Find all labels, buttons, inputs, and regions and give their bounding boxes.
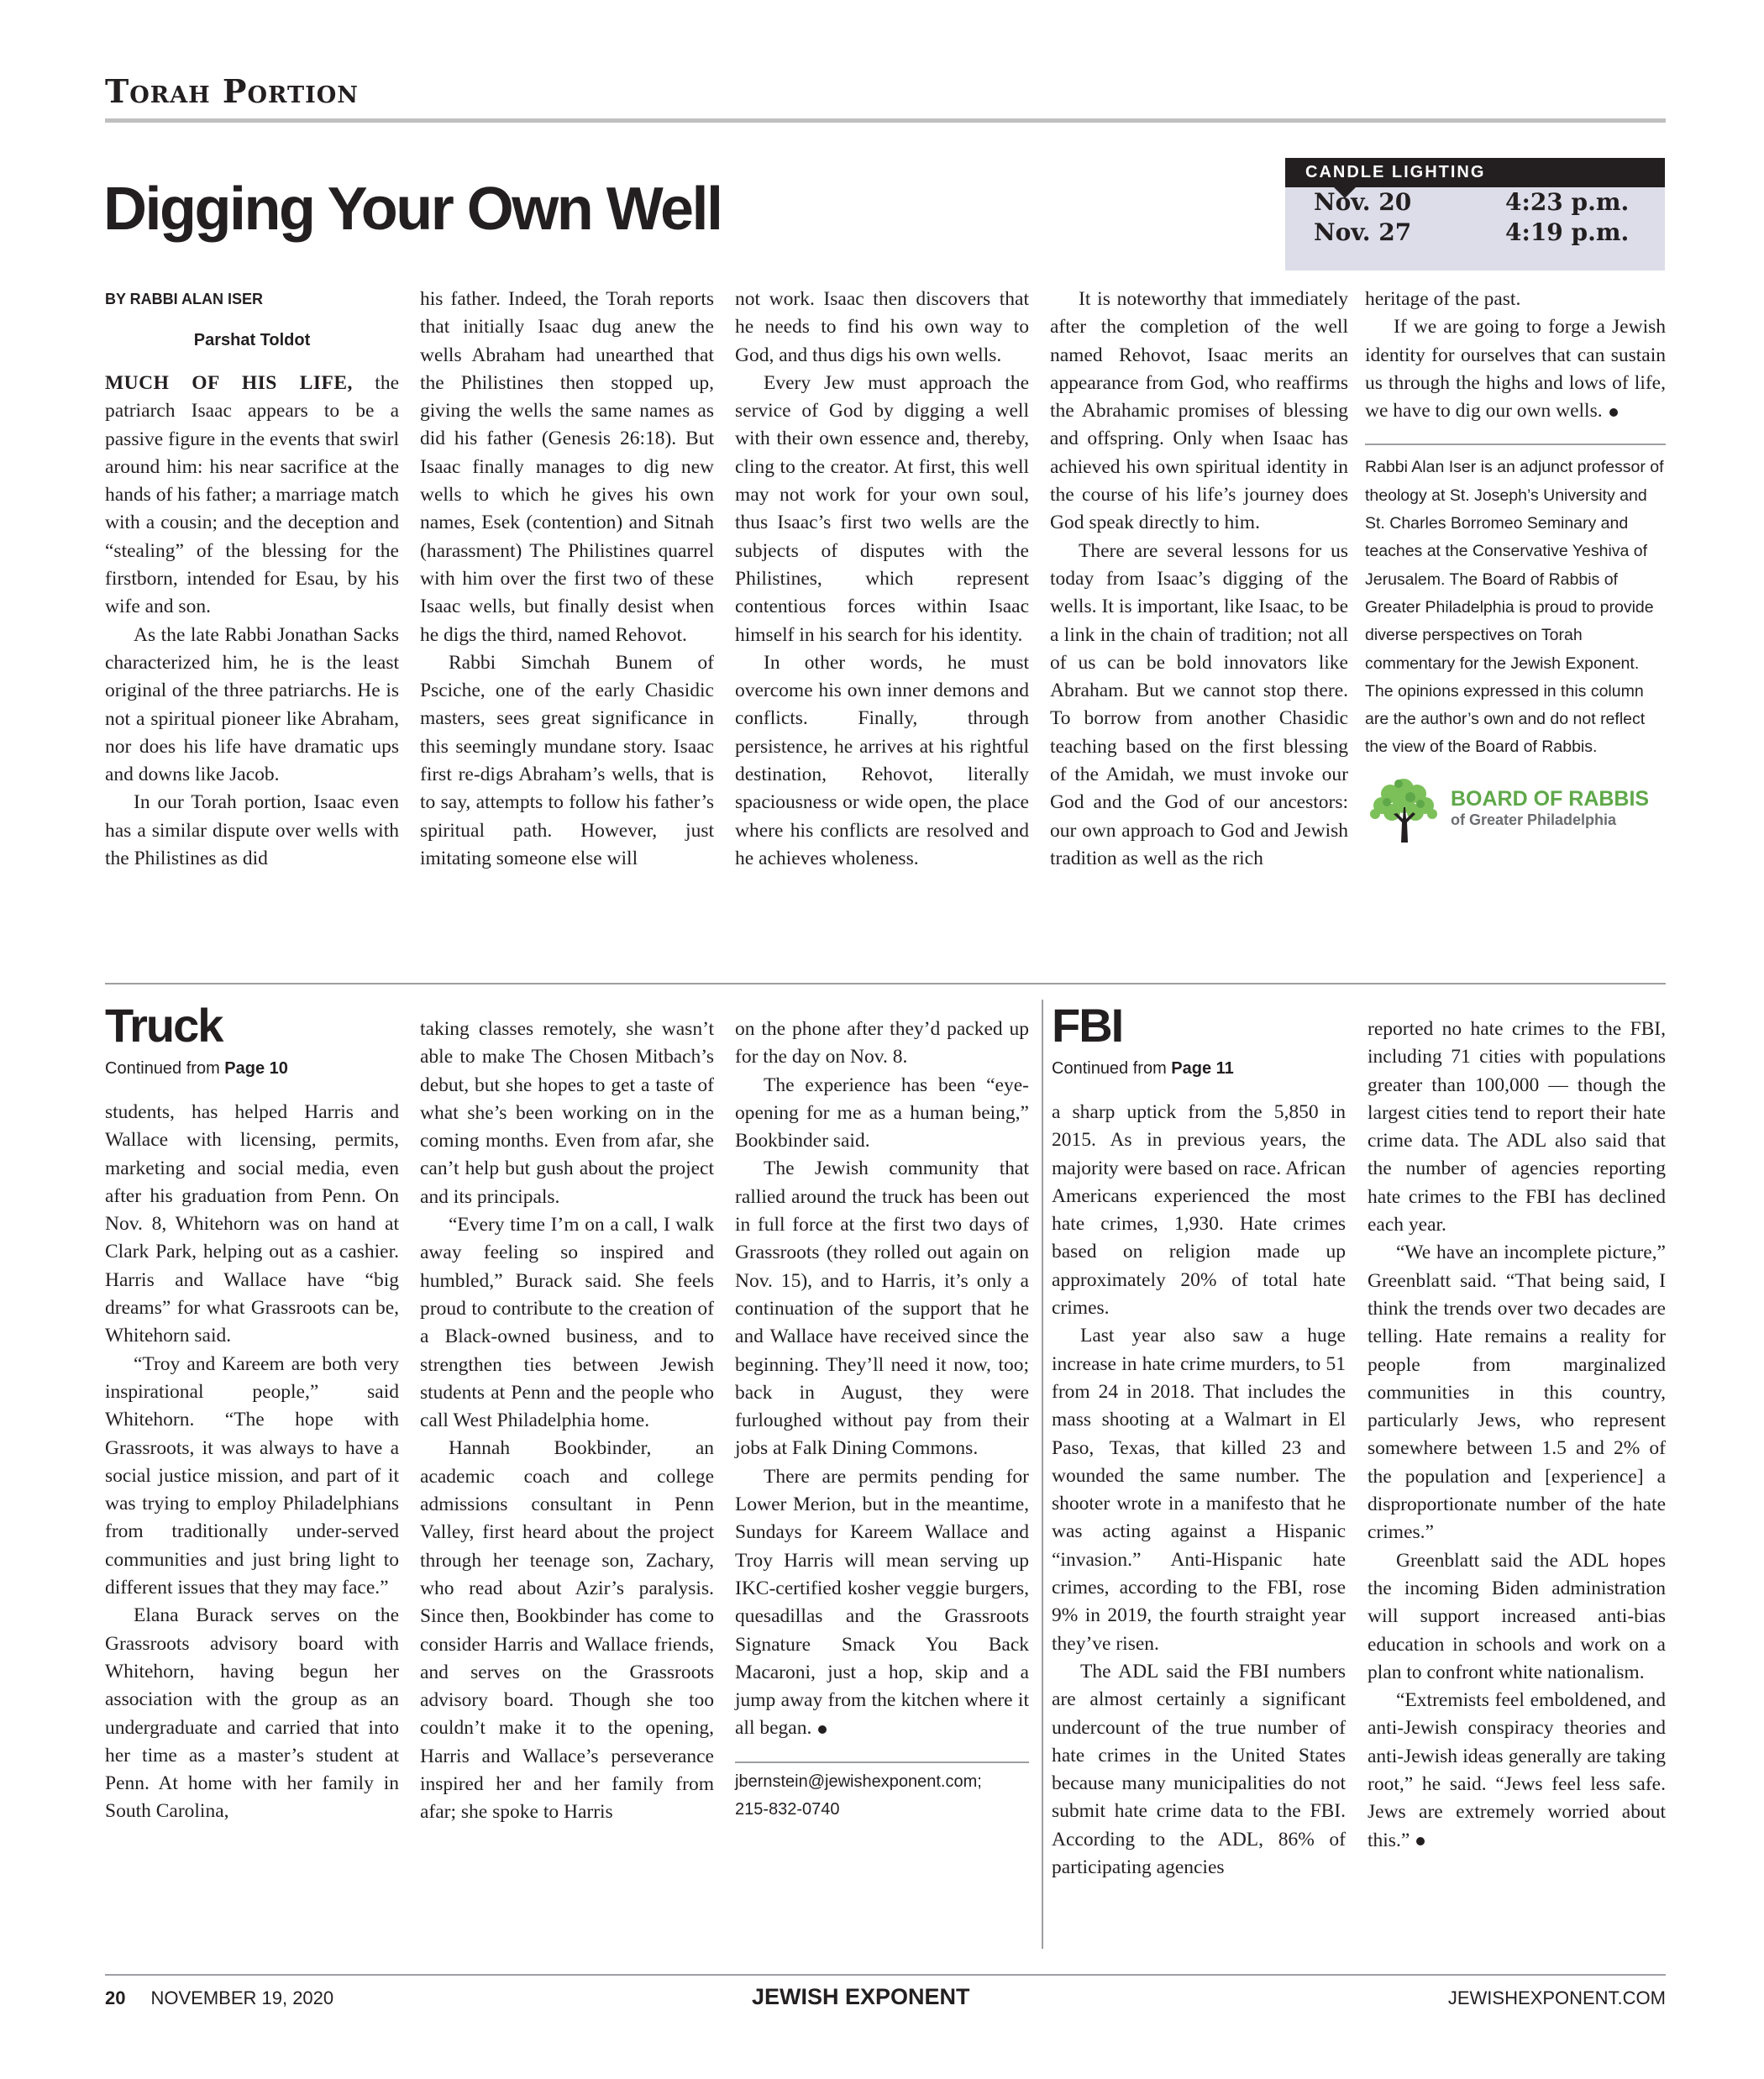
page-footer (105, 1984, 1666, 2018)
fbi-column-1 (1052, 1000, 1346, 1882)
byline: BY RABBI ALAN ISER (105, 291, 264, 307)
candle-time: 4:19 p.m. (1505, 218, 1630, 246)
contact-divider (735, 1761, 1029, 1763)
fbi-column-2 (1368, 1016, 1666, 1855)
paragraph: As the late Rabbi Jonathan Sacks characterized him, he is the least original of the three patriarchs. He is not a spiritual pioneer like Abraham, nor does his life have dramatic ups and downs like Jacob. (105, 623, 399, 786)
truck-column-2 (420, 1016, 714, 1827)
end-mark-icon (1416, 1837, 1425, 1845)
paragraph: MUCH OF HIS LIFE, the patriarch Isaac appears to be a passive figure in the events that swirl around him: his near sacrifice at the hands of his father; a marriage match with a cousin; and the deception and “stealing” of the blessing for the firstborn, intended for Esau, by his wife and son. (105, 372, 399, 618)
candle-lighting-label: CANDLE LIGHTING (1285, 158, 1665, 187)
continued-page: Page 10 (224, 1059, 288, 1078)
paragraph: “Every time I’m on a call, I walk away feeling so inspired and humbled,” Burack said. She feels proud to contribute to the creation of a Black-owned business, and to strengthen ties between Jewish students at Penn and the people who call West Philadelphia home. (420, 1214, 714, 1432)
paragraph: There are several lessons for us today from Isaac’s digging of the wells. It is important, like Isaac, to be a link in the chain of tradition; not all of us can be bold innovators like Abraham. But we cannot stop there. To borrow from another Chasidic teaching based on the first blessing of the Amidah, we must invoke our God and the God of our ancestors: our own approach to God and Jewish tradition as well as the rich (1050, 539, 1348, 869)
paragraph: In our Torah portion, Isaac even has a similar dispute over wells with the Philistines as did (105, 791, 399, 870)
story-headline: Truck (105, 999, 223, 1052)
publication-name: JEWISH EXPONENT (752, 1984, 970, 2009)
tree-icon (1365, 774, 1442, 843)
lede: MUCH OF HIS LIFE, (105, 372, 353, 394)
paragraph: Hannah Bookbinder, an academic coach and college admissions consultant in Penn Valley, first heard about the project through her teenage son, Zachary, who read about Azir’s paralysis. Since then, Bookbinder has come to consider Harris and Wallace friends, and serves on the Grassroots advisory board. Though she too couldn’t make it to the opening, Harris and Wallace’s perseverance inspired her and her family from afar; she spoke to Harris (420, 1437, 714, 1824)
paragraph: Greenblatt said the ADL hopes the incoming Biden administration will support increased anti-bias education in schools and work on a plan to confront white nationalism. (1368, 1549, 1666, 1683)
issue-date: NOVEMBER 19, 2020 (150, 1987, 334, 2008)
paragraph: It is noteworthy that immediately after the completion of the well named Rehovot, Isaac merits an appearance from God, who reaffirms the Abrahamic promises of blessing and offspring. Only when Isaac has achieved his own spiritual identity in the course of his life’s journey does God speak directly to him. (1050, 288, 1348, 534)
article-headline: Digging Your Own Well (103, 176, 722, 243)
paragraph: The ADL said the FBI numbers are almost certainly a significant undercount of the true number of hate crimes in the United States because many municipalities do not submit hate crime data to the FBI. According to the ADL, 86% of participating agencies (1052, 1660, 1346, 1879)
end-mark-icon (818, 1725, 827, 1734)
paragraph: his father. Indeed, the Torah reports that initially Isaac dug anew the wells Abraham had unearthed that the Philistines then stopped up, giving the wells the same names as did his father (Genesis 26:18). But Isaac finally manages to dig new wells to which he gives his own names, Esek (contention) and Sitnah (harassment) The Philistines quarrel with him over the first two of these Isaac wells, but finally desist when he digs the third, named Rehovot. (420, 288, 714, 646)
candle-time: 4:23 p.m. (1505, 188, 1630, 216)
continued-page: Page 11 (1171, 1059, 1234, 1078)
candle-date: Nov. 27 (1314, 218, 1412, 246)
paragraph: Rabbi Simchah Bunem of Psciche, one of the early Chasidic masters, sees great significance in this seemingly mundane story. Isaac first re-digs Abraham’s wells, that is to say, attempts to follow his father’s spiritual path. However, just imitating someone else will (420, 651, 714, 869)
footer-divider (105, 1974, 1666, 1976)
paragraph: In other words, he must overcome his own inner demons and conflicts. Finally, through persistence, he arrives at his rightful destination, Rehovot, literally spaciousness or wide open, the place where his conflicts are resolved and he achieves wholeness. (735, 651, 1029, 869)
end-mark-icon (1609, 408, 1618, 417)
paragraph: The Jewish community that rallied around the truck has been out in full force at the first two days of Grassroots (they rolled out again on Nov. 15), and to Harris, it’s only a continuation of the support that he and Wallace have received since the beginning. They’ll need it now, too; back in August, they were furloughed without pay from their jobs at Falk Dining Commons. (735, 1158, 1029, 1460)
author-bio: Rabbi Alan Iser is an adjunct professor of theology at St. Joseph’s University and St. Charles Borromeo Seminary and teaches at the Conservative Yeshiva of Jerusalem. The Board of Rabbis of Greater Philadelphia is proud to provide diverse perspectives on Torah commentary for the Jewish Exponent. The opinions expressed in this column are the author’s own and do not reflect the view of the Board of Rabbis. (1365, 458, 1664, 757)
paragraph: reported no hate crimes to the FBI, including 71 cities with populations greater than 100,000 — though the largest cities tend to report their hate crime data. The ADL also said that the number of agencies reporting hate crimes to the FBI has declined each year. (1368, 1018, 1666, 1236)
torah-column-5 (1365, 286, 1666, 843)
torah-column-4 (1050, 286, 1348, 873)
paragraph: “Troy and Kareem are both very inspirational people,” said Whitehorn. “The hope with Grassroots, it was always to have a social justice mission, and part of it was trying to employ Philadelphians from traditionally under-served communities and just bring light to different issues that they may face.” (105, 1352, 399, 1599)
paragraph: Elana Burack serves on the Grassroots advisory board with Whitehorn, having begun her association with the group as an undergraduate and carried that into her time as a master’s student at Penn. At home with her family in South Carolina, (105, 1604, 399, 1823)
paragraph: a sharp uptick from the 5,850 in 2015. As in previous years, the majority were based on race. African Americans experienced the most hate crimes, 1,930. Hate crimes based on religion made up approximately 20% of total hate crimes. (1052, 1101, 1346, 1320)
paragraph: Every Jew must approach the service of God by digging a well with their own essence and, thereby, cling to the creator. At first, this well may not work for your own soul, thus Isaac’s first two wells are the subjects of disputes with the Philistines, which represent contentious forces within Isaac himself in his search for his identity. (735, 371, 1029, 646)
truck-column-1 (105, 1000, 399, 1826)
candle-lighting-box (1285, 158, 1665, 270)
paragraph: not work. Isaac then discovers that he needs to find his own way to God, and thus digs his own wells. (735, 288, 1029, 366)
paragraph: If we are going to forge a Jewish identity for ourselves that can sustain us through the highs and lows of life, we have to dig our own wells. (1365, 316, 1666, 423)
paragraph: students, has helped Harris and Wallace with licensing, permits, marketing and social media, even after his graduation from Penn. On Nov. 8, Whitehorn was on hand at Clark Park, helping out as a cashier. Harris and Wallace have “big dreams” for what Grassroots can be, Whitehorn said. (105, 1101, 399, 1347)
paragraph: “Extremists feel emboldened, and anti-Jewish conspiracy theories and anti-Jewish ideas generally are taking root,” he said. “Jews feel less safe. Jews are extremely worried about this.” (1368, 1689, 1666, 1851)
torah-column-1 (105, 286, 399, 873)
bio-divider (1365, 444, 1666, 445)
contact-email: jbernstein@jewishexponent.com; (735, 1772, 982, 1791)
candle-lighting-row (1285, 218, 1665, 248)
paragraph: Last year also saw a huge increase in hate crime murders, to 51 from 24 in 2018. That includes the mass shooting at a Walmart in El Paso, Texas, that killed 23 and wounded the same number. The shooter wrote in a manifesto that he was acting against a Hispanic “invasion.” Anti-Hispanic hate crimes, according to the FBI, rose 9% in 2019, the fourth straight year they’ve risen. (1052, 1325, 1346, 1655)
section-divider (105, 983, 1666, 984)
parsha-name: Parshat Toldot (193, 331, 311, 349)
paragraph: “We have an incomplete picture,” Greenblatt said. “That being said, I think the trends over two decades are telling. Hate remains a reality for people from marginalized communities in this country, particularly Jews, who represent somewhere between 1.5 and 2% of the population and [experience] a disproportionate number of the hate crimes.” (1368, 1242, 1666, 1544)
board-of-rabbis-logo (1365, 774, 1666, 843)
continued-from: Continued from Page 10 (105, 1059, 288, 1078)
candle-date: Nov. 20 (1314, 188, 1412, 216)
paragraph: heritage of the past. (1365, 288, 1521, 310)
story-headline: FBI (1052, 999, 1123, 1052)
paragraph: The experience has been “eye-opening for me as a human being,” Bookbinder said. (735, 1074, 1029, 1152)
section-title: Torah Portion (105, 72, 359, 110)
website: JEWISHEXPONENT.COM (1447, 1987, 1666, 2008)
logo-title: BOARD OF RABBIS (1451, 786, 1650, 811)
column-divider (1042, 1000, 1043, 1949)
torah-column-2 (420, 286, 714, 873)
contact-phone: 215-832-0740 (735, 1800, 840, 1819)
page-number: 20 (105, 1987, 126, 2008)
truck-column-3 (735, 1016, 1029, 1824)
continued-from: Continued from Page 11 (1052, 1059, 1234, 1078)
paragraph: on the phone after they’d packed up for the day on Nov. 8. (735, 1018, 1029, 1068)
torah-column-3 (735, 286, 1029, 873)
paragraph: There are permits pending for Lower Merion, but in the meantime, Sundays for Kareem Wallace and Troy Harris will mean serving up IKC-certified kosher veggie burgers, quesadillas and the Grassroots Signature Smack You Back Macaroni, just a hop, skip and a jump away from the kitchen where it all began. (735, 1465, 1029, 1740)
section-divider (105, 118, 1666, 123)
paragraph: taking classes remotely, she wasn’t able to make The Chosen Mitbach’s debut, but she hopes to get a taste of what she’s been working on in the coming months. Even from afar, she can’t help but gush about the project and its principals. (420, 1018, 714, 1208)
logo-subtitle: of Greater Philadelphia (1451, 811, 1617, 828)
